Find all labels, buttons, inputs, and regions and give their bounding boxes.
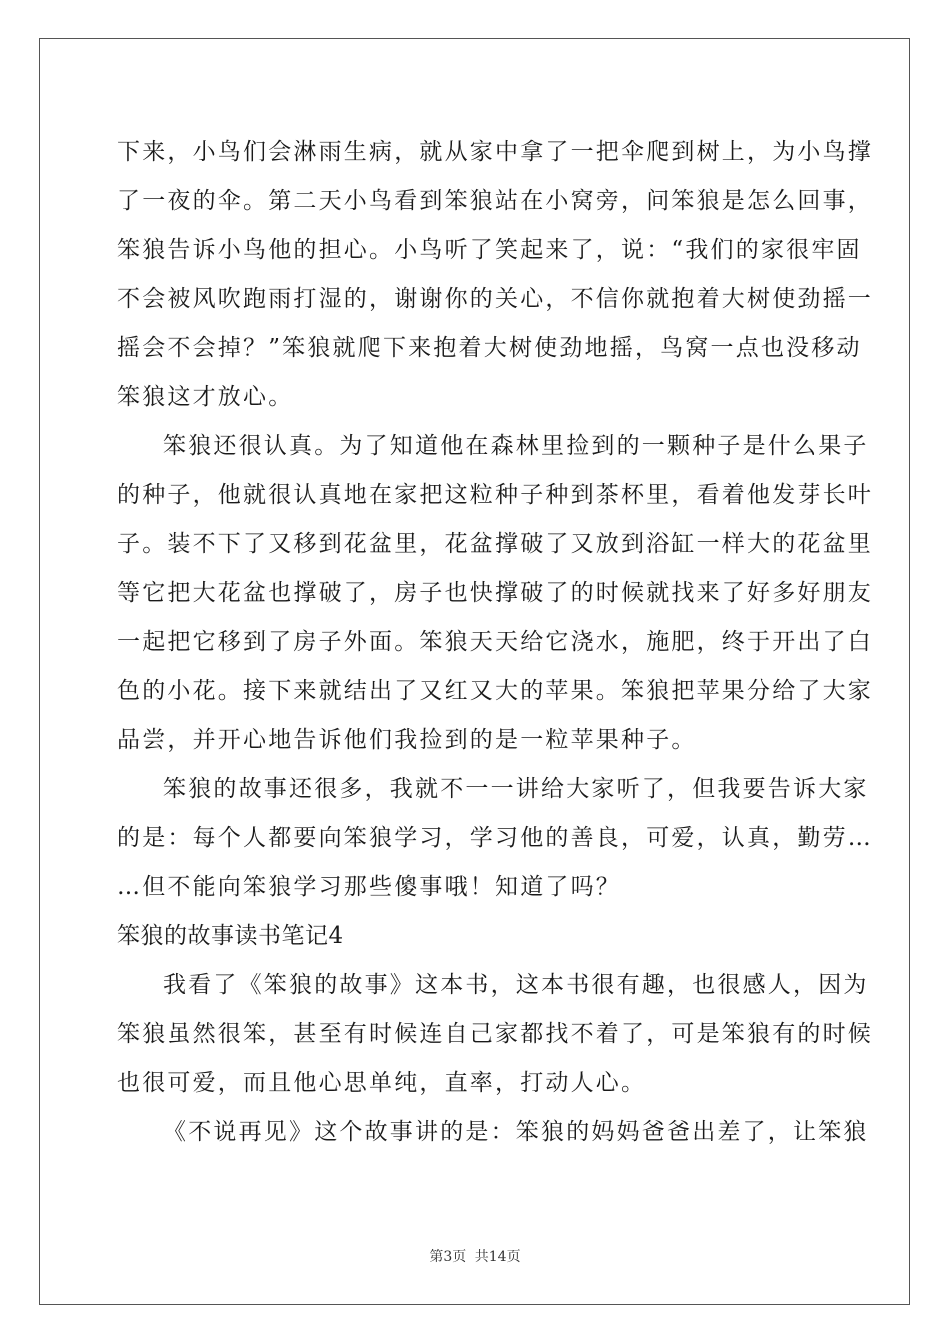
page-number: 第3页 xyxy=(429,1249,467,1265)
text-line: 的是：每个人都要向笨狼学习，学习他的善良，可爱，认真，勤劳… xyxy=(117,825,873,851)
text-line: 了一夜的伞。第二天小鸟看到笨狼站在小窝旁，问笨狼是怎么回事， xyxy=(117,188,873,214)
paragraph-start-line: 笨狼的故事还很多，我就不一一讲给大家听了，但我要告诉大家 xyxy=(163,776,869,802)
text-line: 也很可爱，而且他心思单纯，直率，打动人心。 xyxy=(117,1070,647,1096)
paragraph-start-line: 笨狼还很认真。为了知道他在森林里捡到的一颗种子是什么果子 xyxy=(163,433,869,459)
page-footer xyxy=(0,1246,950,1266)
text-line: 的种子，他就很认真地在家把这粒种子种到茶杯里，看着他发芽长叶 xyxy=(117,482,873,508)
text-line: 笨狼虽然很笨，甚至有时候连自己家都找不着了，可是笨狼有的时候 xyxy=(117,1021,873,1047)
text-line: 色的小花。接下来就结出了又红又大的苹果。笨狼把苹果分给了大家 xyxy=(117,678,873,704)
paragraph-start-line: 《不说再见》这个故事讲的是：笨狼的妈妈爸爸出差了，让笨狼 xyxy=(163,1119,869,1145)
text-line: 下来，小鸟们会淋雨生病，就从家中拿了一把伞爬到树上，为小鸟撑 xyxy=(117,139,873,165)
text-line: 不会被风吹跑雨打湿的，谢谢你的关心，不信你就抱着大树使劲摇一 xyxy=(117,286,873,312)
text-line: 摇会不会掉？”笨狼就爬下来抱着大树使劲地摇，鸟窝一点也没移动 xyxy=(117,335,862,361)
text-line: 笨狼这才放心。 xyxy=(117,384,294,410)
section-heading: 笨狼的故事读书笔记4 xyxy=(117,923,344,949)
text-line: 笨狼告诉小鸟他的担心。小鸟听了笑起来了，说：“我们的家很牢固 xyxy=(117,237,862,263)
text-line: 一起把它移到了房子外面。笨狼天天给它浇水，施肥，终于开出了白 xyxy=(117,629,873,655)
document-body xyxy=(117,128,873,1157)
text-line: 子。装不下了又移到花盆里，花盆撑破了又放到浴缸一样大的花盆里 xyxy=(117,531,873,557)
paragraph-start-line: 我看了《笨狼的故事》这本书，这本书很有趣，也很感人，因为 xyxy=(163,972,869,998)
text-line: 等它把大花盆也撑破了，房子也快撑破了的时候就找来了好多好朋友 xyxy=(117,580,873,606)
text-line: …但不能向笨狼学习那些傻事哦！知道了吗？ xyxy=(117,874,621,900)
page-total: 共14页 xyxy=(474,1249,521,1265)
text-line: 品尝，并开心地告诉他们我捡到的是一粒苹果种子。 xyxy=(117,727,697,753)
